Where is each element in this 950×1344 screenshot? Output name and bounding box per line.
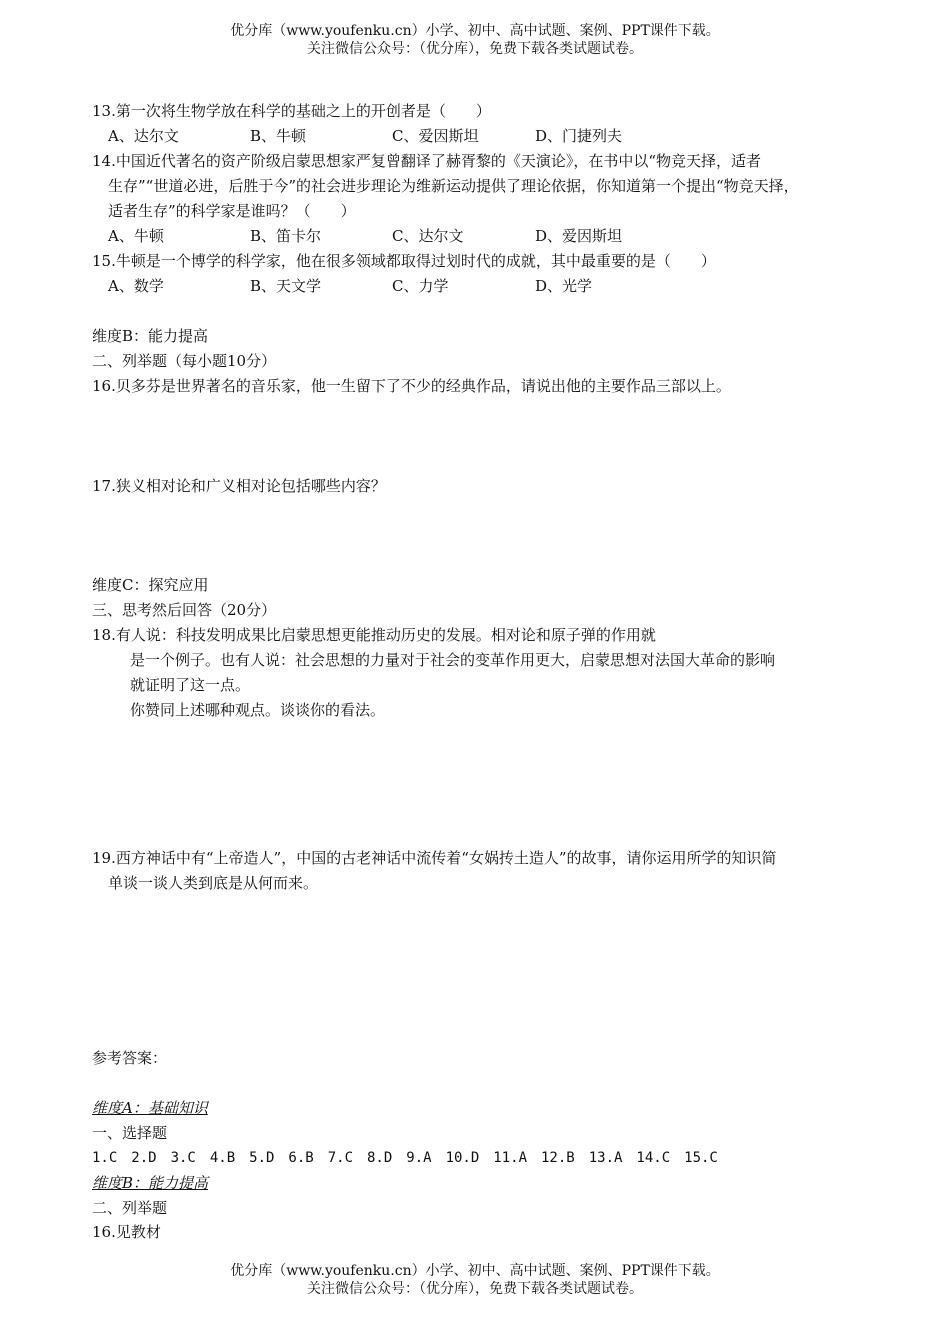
q15-option-a: A、数学	[108, 277, 164, 295]
answers-heading-2: 二、列举题	[92, 1199, 168, 1217]
footer-line-1: 优分库（www.youfenku.cn）小学、初中、高中试题、案例、PPT课件下载。	[230, 1263, 720, 1279]
q14-option-d: D、爱因斯坦	[535, 227, 623, 245]
answers-choices: 1.C 2.D 3.C 4.B 5.D 6.B 7.C 8.D 9.A 10.D 11.A 12.B 13.A 14.C 15.C	[92, 1150, 718, 1166]
header-line-2: 关注微信公众号：（优分库），免费下载各类试题试卷。	[307, 41, 643, 57]
question-15: 15.牛顿是一个博学的科学家，他在很多领域都取得过划时代的成就，其中最重要的是（ ）	[92, 252, 716, 270]
answer-16: 16.见教材	[92, 1223, 161, 1241]
q15-option-c: C、力学	[392, 277, 449, 295]
answers-heading-1: 一、选择题	[92, 1124, 168, 1142]
dimension-b-title: 维度B：能力提高	[92, 327, 209, 345]
q15-option-b: B、天文学	[250, 277, 322, 295]
answers-title: 参考答案：	[92, 1049, 168, 1067]
section-2-heading: 二、列举题（每小题10分）	[92, 352, 277, 370]
question-14-line-1: 14.中国近代著名的资产阶级启蒙思想家严复曾翻译了赫胥黎的《天演论》，在书中以“物竞天择，适者	[92, 152, 762, 170]
dimension-c-title: 维度C：探究应用	[92, 576, 209, 594]
q13-option-d: D、门捷列夫	[535, 127, 623, 145]
question-19-line-2: 单谈一谈人类到底是从何而来。	[108, 874, 319, 892]
q13-option-c: C、爱因斯坦	[392, 127, 479, 145]
answers-dimension-a: 维度A：基础知识	[92, 1099, 208, 1117]
question-14-line-2: 生存”“世道必进，后胜于今”的社会进步理论为维新运动提供了理论依据，你知道第一个提出“物竞天择，	[108, 177, 799, 195]
question-14-line-3: 适者生存”的科学家是谁吗？（ ）	[108, 202, 356, 220]
question-18-line-1: 18.有人说：科技发明成果比启蒙思想更能推动历史的发展。相对论和原子弹的作用就	[92, 626, 656, 644]
q14-option-b: B、笛卡尔	[250, 227, 322, 245]
q13-option-b: B、牛顿	[250, 127, 307, 145]
question-13: 13.第一次将生物学放在科学的基础之上的开创者是（ ）	[92, 102, 491, 120]
footer-line-2: 关注微信公众号：（优分库），免费下载各类试题试卷。	[307, 1281, 643, 1297]
question-18-line-4: 你赞同上述哪种观点。谈谈你的看法。	[130, 701, 386, 719]
header-line-1: 优分库（www.youfenku.cn）小学、初中、高中试题、案例、PPT课件下载。	[230, 23, 720, 39]
q13-option-a: A、达尔文	[108, 127, 179, 145]
q15-option-d: D、光学	[535, 277, 593, 295]
section-3-heading: 三、思考然后回答（20分）	[92, 601, 277, 619]
question-18-line-2: 是一个例子。也有人说：社会思想的力量对于社会的变革作用更大，启蒙思想对法国大革命的影响	[130, 651, 776, 669]
q14-option-c: C、达尔文	[392, 227, 464, 245]
question-16: 16.贝多芬是世界著名的音乐家，他一生留下了不少的经典作品，请说出他的主要作品三部以上。	[92, 377, 731, 395]
answers-dimension-b: 维度B：能力提高	[92, 1174, 209, 1192]
question-19-line-1: 19.西方神话中有“上帝造人”，中国的古老神话中流传着“女娲抟土造人”的故事，请你运用所学的知识简	[92, 849, 777, 867]
q14-option-a: A、牛顿	[108, 227, 164, 245]
question-18-line-3: 就证明了这一点。	[130, 676, 251, 694]
question-17: 17.狭义相对论和广义相对论包括哪些内容？	[92, 477, 386, 495]
